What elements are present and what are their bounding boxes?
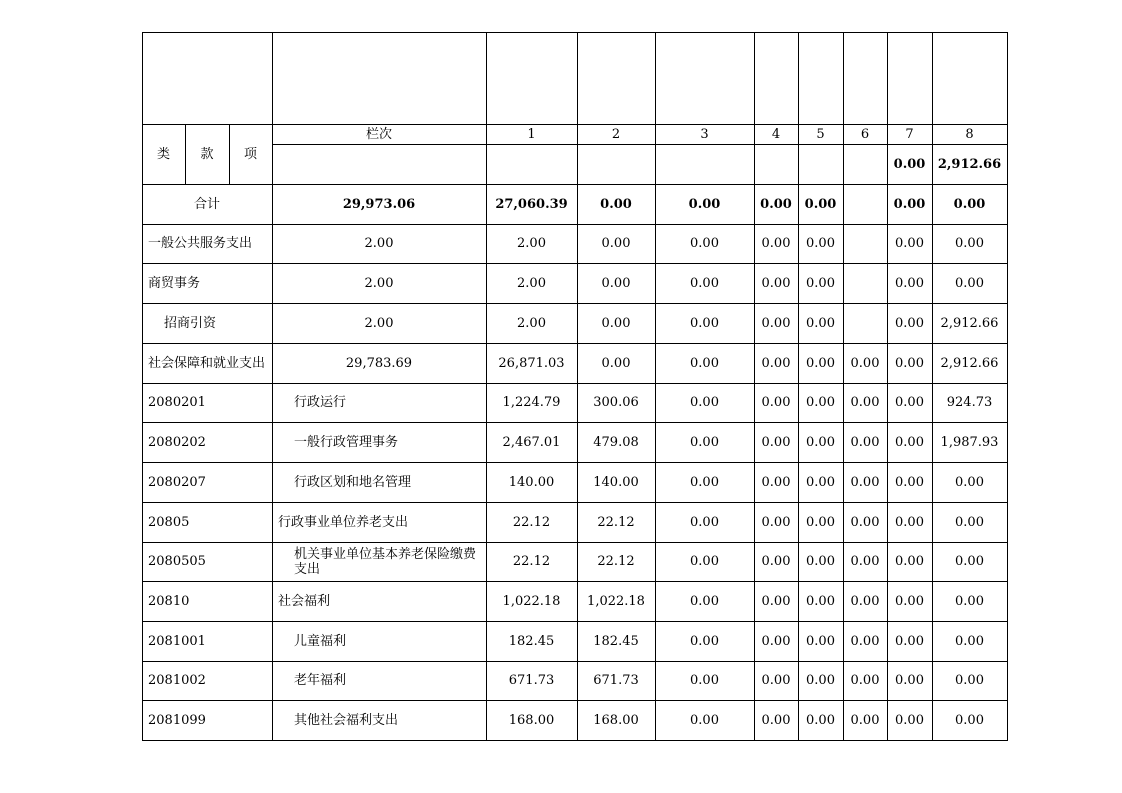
value-cell: 0.00 bbox=[690, 633, 719, 649]
value-cell: 0.00 bbox=[895, 395, 924, 410]
value-cell: 22.12 bbox=[597, 554, 635, 569]
value-cell: 1,022.18 bbox=[587, 593, 645, 609]
value-cell: 182.45 bbox=[593, 633, 639, 649]
item-code: 2080201 bbox=[148, 395, 206, 410]
value-cell: 0.00 bbox=[761, 633, 791, 649]
rule bbox=[1007, 32, 1008, 741]
value-cell: 0.00 bbox=[806, 633, 835, 649]
value-cell: 22.12 bbox=[512, 514, 551, 530]
item-code: 2081099 bbox=[148, 712, 206, 728]
value-cell: 0.00 bbox=[690, 434, 719, 450]
value-cell: 0.00 bbox=[850, 633, 880, 649]
col7-top-value: 0.00 bbox=[893, 156, 926, 172]
value-cell: 0.00 bbox=[690, 673, 719, 688]
value-cell: 0.00 bbox=[690, 395, 719, 410]
value-cell: 0.00 bbox=[806, 315, 835, 331]
value-cell: 0.00 bbox=[761, 554, 791, 569]
value-cell: 0.00 bbox=[690, 474, 719, 490]
value-cell: 0.00 bbox=[806, 275, 835, 291]
value-cell: 0.00 bbox=[955, 712, 984, 728]
col-number: 8 bbox=[965, 126, 974, 142]
value-cell: 0.00 bbox=[895, 236, 924, 251]
value-cell: 0.00 bbox=[955, 514, 984, 530]
value-cell: 27,060.39 bbox=[495, 196, 568, 212]
value-cell: 0.00 bbox=[804, 196, 837, 212]
value-cell: 0.00 bbox=[806, 355, 835, 371]
value-cell: 0.00 bbox=[690, 275, 719, 291]
value-cell: 2.00 bbox=[364, 236, 394, 251]
value-cell: 0.00 bbox=[850, 355, 880, 371]
value-cell: 140.00 bbox=[593, 474, 639, 490]
item-name: 其他社会福利支出 bbox=[294, 712, 399, 728]
value-cell: 0.00 bbox=[955, 554, 984, 569]
value-cell: 2.00 bbox=[364, 275, 394, 291]
value-cell: 0.00 bbox=[806, 395, 835, 410]
value-cell: 2.00 bbox=[517, 315, 546, 331]
header-kuan: 款 bbox=[200, 146, 214, 162]
category-name: 商贸事务 bbox=[148, 275, 201, 291]
col-number: 2 bbox=[611, 126, 621, 142]
value-cell: 0.00 bbox=[806, 673, 835, 688]
value-cell: 0.00 bbox=[850, 474, 880, 490]
value-cell: 0.00 bbox=[850, 395, 880, 410]
col-number: 6 bbox=[860, 126, 870, 142]
value-cell: 2.00 bbox=[517, 275, 546, 291]
value-cell: 0.00 bbox=[850, 593, 880, 609]
col-number: 4 bbox=[771, 126, 781, 142]
value-cell: 0.00 bbox=[955, 593, 984, 609]
value-cell: 0.00 bbox=[895, 275, 924, 291]
value-cell: 1,987.93 bbox=[940, 434, 999, 450]
value-cell: 0.00 bbox=[955, 236, 984, 251]
value-cell: 0.00 bbox=[850, 554, 880, 569]
value-cell: 0.00 bbox=[761, 514, 791, 530]
value-cell: 0.00 bbox=[688, 196, 721, 212]
value-cell: 0.00 bbox=[806, 593, 835, 609]
item-code: 20810 bbox=[148, 593, 190, 609]
item-name: 行政运行 bbox=[294, 395, 347, 410]
value-cell: 300.06 bbox=[593, 395, 639, 410]
value-cell: 1,022.18 bbox=[502, 593, 561, 609]
value-cell: 0.00 bbox=[760, 196, 792, 212]
category-name: 一般公共服务支出 bbox=[148, 236, 253, 251]
value-cell: 0.00 bbox=[895, 514, 924, 530]
value-cell: 2.00 bbox=[517, 236, 546, 251]
item-name: 儿童福利 bbox=[294, 633, 347, 649]
value-cell: 0.00 bbox=[761, 275, 791, 291]
value-cell: 0.00 bbox=[806, 434, 835, 450]
value-cell: 140.00 bbox=[508, 474, 555, 490]
value-cell: 0.00 bbox=[601, 355, 631, 371]
item-name: 行政事业单位养老支出 bbox=[278, 514, 409, 530]
value-cell: 0.00 bbox=[895, 355, 924, 371]
value-cell: 0.00 bbox=[761, 673, 791, 688]
value-cell: 0.00 bbox=[895, 712, 924, 728]
budget-table bbox=[142, 32, 1008, 741]
total-label: 合计 bbox=[193, 196, 220, 212]
value-cell: 0.00 bbox=[600, 196, 632, 212]
header-lanci: 栏次 bbox=[365, 126, 392, 142]
value-cell: 0.00 bbox=[895, 554, 924, 569]
value-cell: 671.73 bbox=[508, 673, 555, 688]
value-cell: 0.00 bbox=[895, 593, 924, 609]
value-cell: 26,871.03 bbox=[498, 355, 565, 371]
col-number: 3 bbox=[700, 126, 709, 142]
value-cell: 0.00 bbox=[850, 673, 880, 688]
value-cell: 671.73 bbox=[593, 673, 639, 688]
item-code: 2080202 bbox=[148, 434, 206, 450]
value-cell: 0.00 bbox=[761, 236, 791, 251]
value-cell: 0.00 bbox=[955, 673, 984, 688]
value-cell: 0.00 bbox=[690, 514, 719, 530]
value-cell: 2.00 bbox=[364, 315, 394, 331]
value-cell: 0.00 bbox=[806, 236, 835, 251]
item-code: 2081002 bbox=[148, 673, 206, 688]
value-cell: 0.00 bbox=[761, 315, 791, 331]
value-cell: 0.00 bbox=[601, 315, 631, 331]
value-cell: 0.00 bbox=[955, 633, 984, 649]
value-cell: 0.00 bbox=[806, 474, 835, 490]
value-cell: 0.00 bbox=[690, 355, 719, 371]
value-cell: 1,224.79 bbox=[502, 395, 561, 410]
value-cell: 0.00 bbox=[955, 474, 984, 490]
header-lei: 类 bbox=[156, 146, 170, 162]
value-cell: 0.00 bbox=[761, 355, 791, 371]
value-cell: 0.00 bbox=[895, 673, 924, 688]
value-cell: 2,467.01 bbox=[502, 434, 561, 450]
col-number: 7 bbox=[905, 126, 914, 142]
value-cell: 0.00 bbox=[761, 474, 791, 490]
value-cell: 2,912.66 bbox=[940, 315, 999, 331]
value-cell: 0.00 bbox=[850, 712, 880, 728]
value-cell: 2,912.66 bbox=[940, 355, 999, 371]
item-name: 一般行政管理事务 bbox=[294, 434, 399, 450]
value-cell: 0.00 bbox=[601, 275, 631, 291]
value-cell: 0.00 bbox=[806, 712, 835, 728]
value-cell: 0.00 bbox=[893, 196, 926, 212]
item-name: 老年福利 bbox=[294, 673, 347, 688]
item-name: 行政区划和地名管理 bbox=[294, 474, 412, 490]
item-name: 机关事业单位基本养老保险缴费支出 bbox=[294, 546, 477, 577]
value-cell: 0.00 bbox=[690, 554, 719, 569]
value-cell: 0.00 bbox=[955, 275, 984, 291]
col8-top-value: 2,912.66 bbox=[937, 156, 1002, 172]
value-cell: 0.00 bbox=[850, 434, 880, 450]
value-cell: 0.00 bbox=[690, 593, 719, 609]
value-cell: 0.00 bbox=[761, 593, 791, 609]
value-cell: 0.00 bbox=[895, 633, 924, 649]
value-cell: 182.45 bbox=[508, 633, 555, 649]
col-number: 1 bbox=[527, 126, 536, 142]
value-cell: 0.00 bbox=[761, 395, 791, 410]
value-cell: 0.00 bbox=[806, 514, 835, 530]
value-cell: 0.00 bbox=[895, 315, 924, 331]
value-cell: 29,973.06 bbox=[342, 196, 416, 212]
value-cell: 0.00 bbox=[895, 474, 924, 490]
item-code: 20805 bbox=[148, 514, 190, 530]
value-cell: 0.00 bbox=[761, 434, 791, 450]
category-name: 招商引资 bbox=[164, 315, 217, 331]
item-code: 2081001 bbox=[148, 633, 206, 649]
value-cell: 924.73 bbox=[946, 395, 993, 410]
category-name: 社会保障和就业支出 bbox=[148, 355, 266, 371]
value-cell: 0.00 bbox=[690, 712, 719, 728]
value-cell: 0.00 bbox=[806, 554, 835, 569]
value-cell: 168.00 bbox=[508, 712, 555, 728]
value-cell: 0.00 bbox=[895, 434, 924, 450]
value-cell: 0.00 bbox=[690, 315, 719, 331]
value-cell: 168.00 bbox=[593, 712, 639, 728]
value-cell: 0.00 bbox=[953, 196, 986, 212]
value-cell: 22.12 bbox=[512, 554, 551, 569]
value-cell: 479.08 bbox=[593, 434, 639, 450]
value-cell: 0.00 bbox=[761, 712, 791, 728]
col-number: 5 bbox=[816, 126, 825, 142]
item-code: 2080207 bbox=[148, 474, 206, 490]
value-cell: 0.00 bbox=[850, 514, 880, 530]
header-xiang: 项 bbox=[243, 146, 257, 162]
value-cell: 0.00 bbox=[601, 236, 631, 251]
value-cell: 29,783.69 bbox=[345, 355, 413, 371]
item-code: 2080505 bbox=[148, 554, 206, 569]
item-name: 社会福利 bbox=[278, 593, 331, 609]
value-cell: 22.12 bbox=[597, 514, 635, 530]
value-cell: 0.00 bbox=[690, 236, 719, 251]
